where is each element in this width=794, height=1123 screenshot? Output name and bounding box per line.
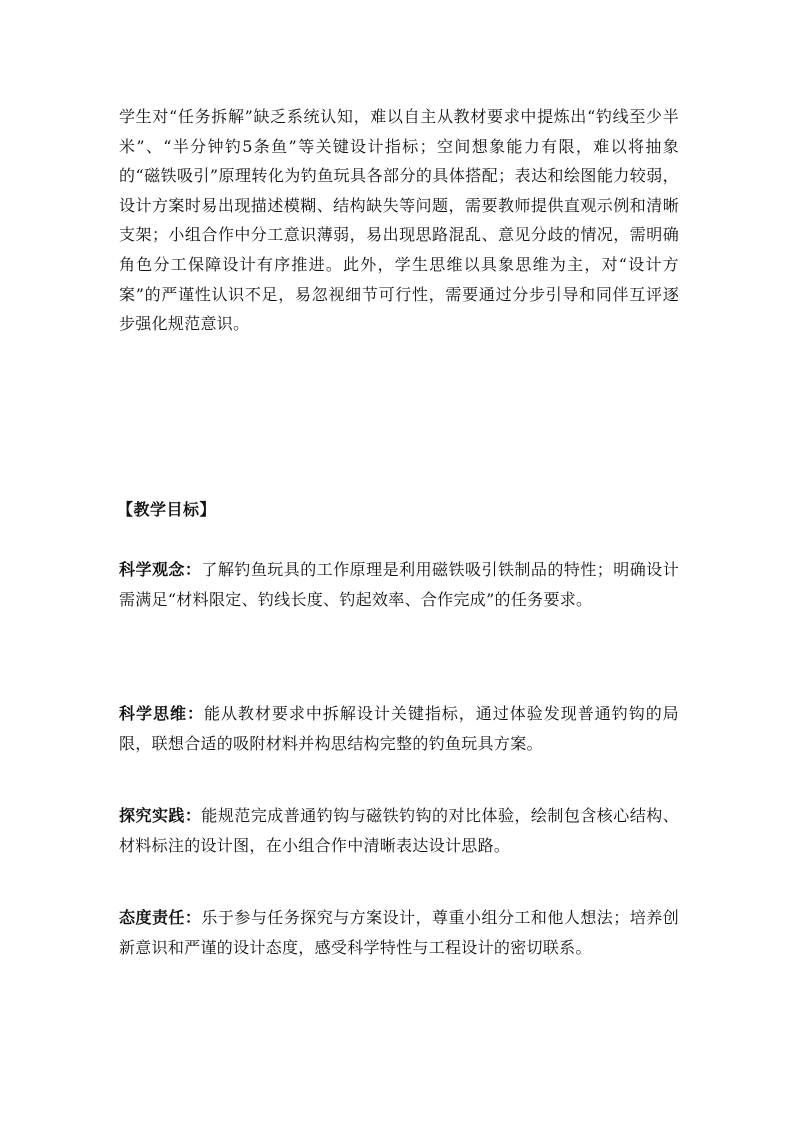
objective-label: 态度责任：: [119, 908, 202, 927]
objective-inquiry-practice: [119, 801, 679, 860]
objective-text: 能规范完成普通钓钩与磁铁钓钩的对比体验，绘制包含核心结构、材料标注的设计图，在小组合作中清晰表达设计思路。: [119, 806, 679, 855]
objective-text: 能从教材要求中拆解设计关键指标，通过体验发现普通钓钩的局限，联想合适的吸附材料并构思结构完整的钓鱼玩具方案。: [119, 704, 679, 753]
objective-attitude-responsibility: [119, 903, 679, 962]
objective-text: 乐于参与任务探究与方案设计，尊重小组分工和他人想法；培养创新意识和严谨的设计态度，感受科学特性与工程设计的密切联系。: [119, 908, 679, 957]
objective-label: 科学观念：: [119, 560, 202, 579]
objective-label: 探究实践：: [119, 806, 202, 825]
objective-scientific-thinking: [119, 699, 679, 758]
teaching-objectives-heading: 【教学目标】: [117, 500, 217, 519]
learner-analysis-paragraph: 学生对“任务拆解”缺乏系统认知，难以自主从教材要求中提炼出“钓线至少半米”、“半分钟钓5条鱼”等关键设计指标；空间想象能力有限，难以将抽象的“磁铁吸引”原理转化为钓鱼玩具各部分的具体搭配；表达和绘图能力较弱，设计方案时易出现描述模糊、结构缺失等问题，需要教师提供直观示例和清晰支架；小组合作中分工意识薄弱，易出现思路混乱、意见分歧的情况，需明确角色分工保障设计有序推进。此外，学生思维以具象思维为主，对“设计方案”的严谨性认识不足，易忽视细节可行性，需要通过分步引导和同伴互评逐步强化规范意识。: [119, 107, 679, 334]
objective-scientific-concept: [119, 555, 679, 614]
objective-text: 了解钓鱼玩具的工作原理是利用磁铁吸引铁制品的特性；明确设计需满足“材料限定、钓线长度、钓起效率、合作完成”的任务要求。: [119, 560, 679, 609]
objective-label: 科学思维：: [119, 704, 204, 723]
